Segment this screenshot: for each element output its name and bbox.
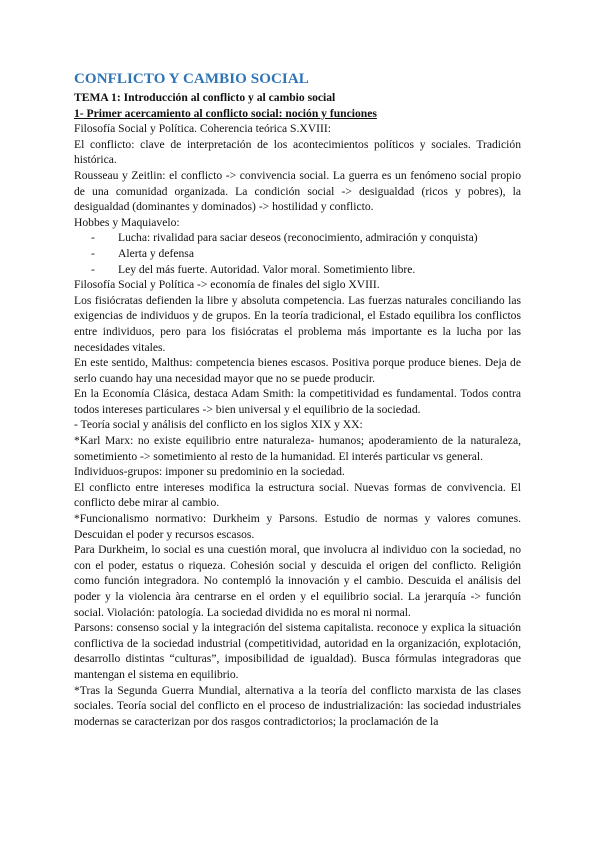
paragraph: - Teoría social y análisis del conflicto en los siglos XIX y XX: xyxy=(74,418,363,432)
paragraph: Filosofía Social y Política. Coherencia teórica S.XVIII: xyxy=(74,122,331,136)
document-body xyxy=(74,90,521,729)
list-item xyxy=(74,246,521,262)
paragraph: El conflicto: clave de interpretación de los acontecimientos políticos y sociales. Tradición histórica. xyxy=(74,137,521,167)
bullet-dash: - xyxy=(91,262,95,276)
paragraph: *Karl Marx: no existe equilibrio entre naturaleza- humanos; apoderamiento de la naturaleza, sometimiento -> sometimiento al resto de la humanidad. El interés particular vs general. xyxy=(74,434,521,463)
document-title: CONFLICTO Y CAMBIO SOCIAL xyxy=(74,71,309,87)
list-item-text: Alerta y defensa xyxy=(118,246,194,260)
list-item-text: Lucha: rivalidad para saciar deseos (reconocimiento, admiración y conquista) xyxy=(118,231,478,245)
paragraph: Individuos-grupos: imponer su predominio en la sociedad. xyxy=(74,465,345,479)
topic-heading: TEMA 1: Introducción al conflicto y al cambio social xyxy=(74,91,336,104)
paragraph: Los fisiócratas defienden la libre y absoluta competencia. Las fuerzas naturales conciliando las exigencias de individuos y de grupos. En la teoría tradicional, el Estado equilibra los conflictos entre individuos, pero para los fisiócratas el problema más importante es la lucha por las necesidades vitales. xyxy=(74,293,521,354)
paragraph: Parsons: consenso social y la integración del sistema capitalista. reconoce y explica la situación conflictiva de la sociedad industrial (competitividad, autoridad en la organización, explotación, desarrollo distintas “culturas”, imposibilidad de igualdad). Busca fórmulas integradoras que mantengan el sistema en equilibrio. xyxy=(74,621,521,681)
paragraph: Hobbes y Maquiavelo: xyxy=(74,215,180,229)
paragraph: Para Durkheim, lo social es una cuestión moral, que involucra al individuo con la sociedad, no con el poder, estatus o riqueza. Cohesión social y descuida el origen del conflicto. Religión como función integradora. No contempló la innovación y el cambio. Descuida el análisis del poder y la violencia àra centrarse en el orden y el equilibrio social. La jerarquía -> función social. Violación: patología. La sociedad dividida no es moral ni normal. xyxy=(74,543,521,619)
list-item xyxy=(74,230,521,246)
paragraph: En este sentido, Malthus: competencia bienes escasos. Positiva porque produce bienes. Deja de serlo cuando hay una necesidad mayor que no se puede producir. xyxy=(74,356,521,385)
bullet-dash: - xyxy=(91,231,95,245)
paragraph: *Funcionalismo normativo: Durkheim y Parsons. Estudio de normas y valores comunes. Descuidan el poder y recursos escasos. xyxy=(74,512,521,541)
bullet-list xyxy=(74,230,521,277)
section-heading: 1- Primer acercamiento al conflicto social: noción y funciones xyxy=(74,106,377,120)
paragraph: En la Economía Clásica, destaca Adam Smith: la competitividad es fundamental. Todos contra todos intereses particulares -> bien universal y el equilibrio de la sociedad. xyxy=(74,387,521,416)
paragraph: El conflicto entre intereses modifica la estructura social. Nuevas formas de convivencia. El conflicto debe mirar al cambio. xyxy=(74,480,521,510)
paragraph: *Tras la Segunda Guerra Mundial, alternativa a la teoría del conflicto marxista de las clases sociales. Teoría social del conflicto en el proceso de industrialización: las sociedad industriales modernas se caracterizan por dos rasgos contradictorios; la proclamación de la xyxy=(74,683,521,728)
bullet-dash: - xyxy=(91,246,95,260)
list-item xyxy=(74,262,521,278)
list-item-text: Ley del más fuerte. Autoridad. Valor moral. Sometimiento libre. xyxy=(118,262,416,276)
paragraph: Filosofía Social y Política -> economía de finales del siglo XVIII. xyxy=(74,278,380,292)
paragraph: Rousseau y Zeitlin: el conflicto -> convivencia social. La guerra es un fenómeno social propio de una comunidad organizada. La condición social -> desigualdad (ricos y pobres), la desigualdad (dominantes y dominados) -> hostilidad y conflicto. xyxy=(74,168,521,214)
